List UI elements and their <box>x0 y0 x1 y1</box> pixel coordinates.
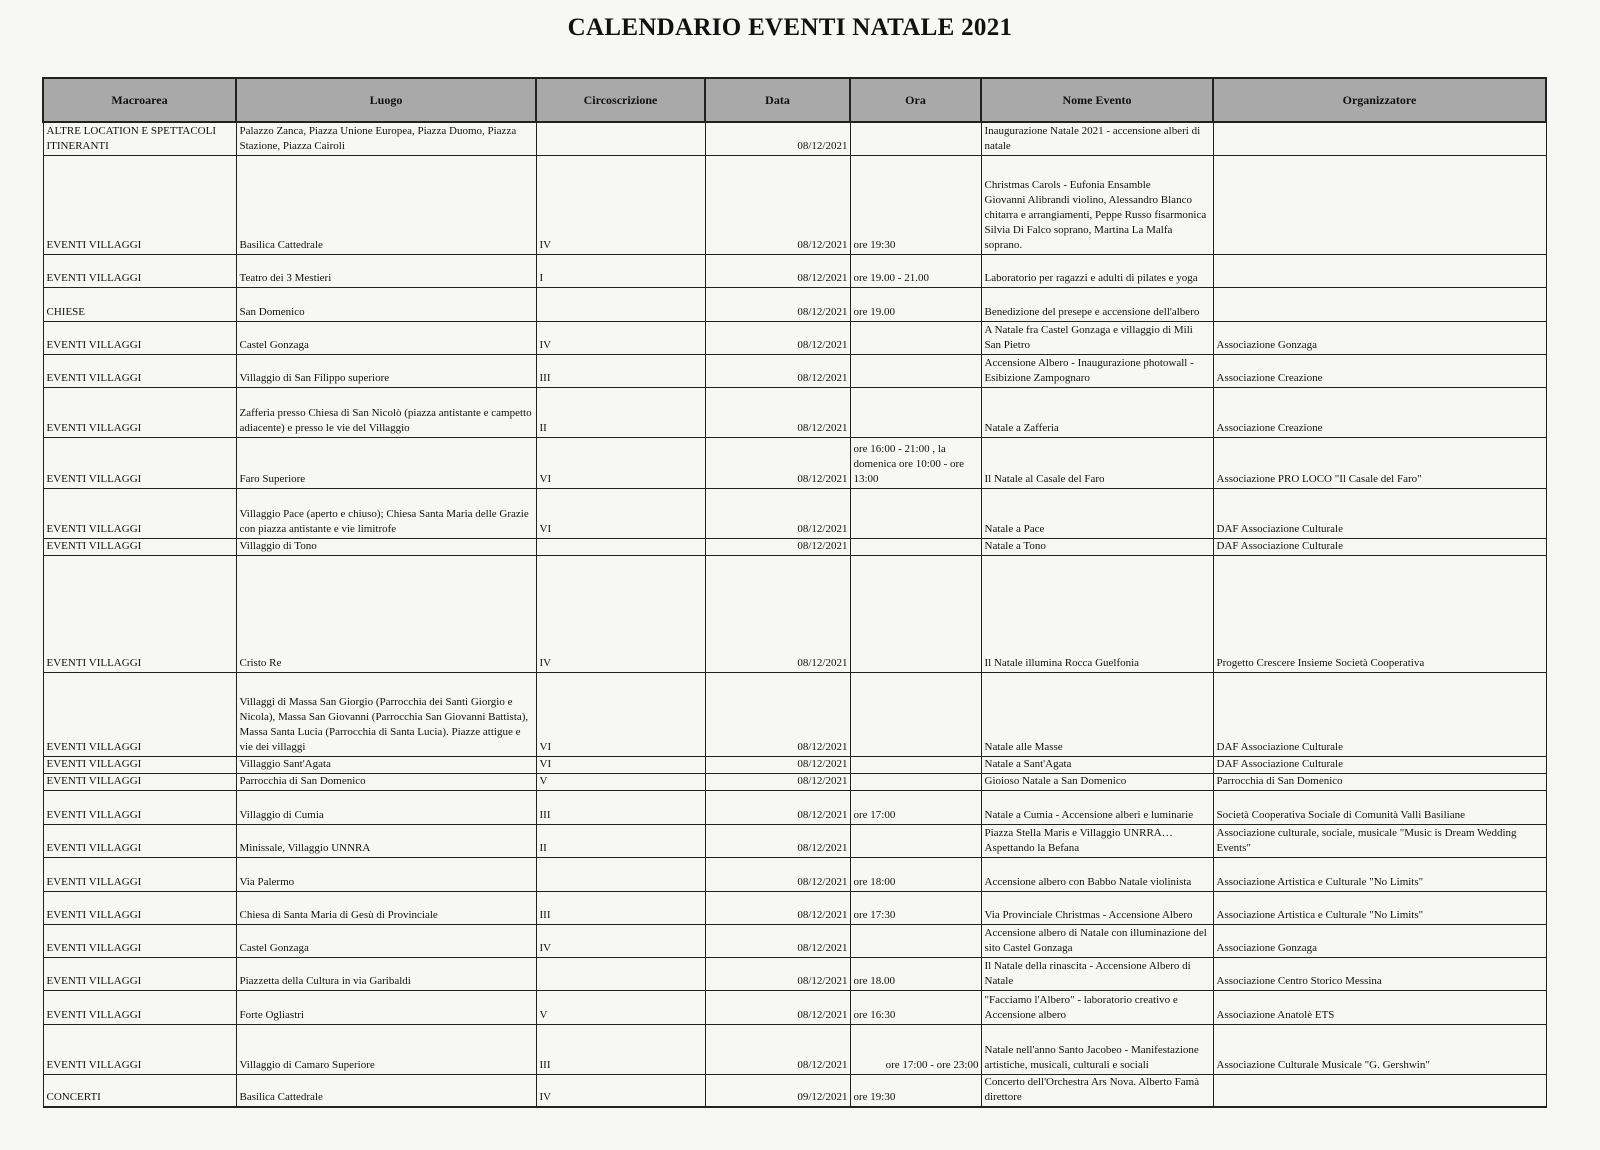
table-row <box>43 387 1546 437</box>
cell-luogo: Villaggio di Tono <box>236 538 536 555</box>
table-row <box>43 990 1546 1024</box>
column-header-data: Data <box>705 78 850 122</box>
cell-organizzatore: DAF Associazione Culturale <box>1213 756 1546 773</box>
cell-ora: ore 16:30 <box>850 990 981 1024</box>
cell-organizzatore: Associazione Creazione <box>1213 354 1546 387</box>
cell-macroarea: EVENTI VILLAGGI <box>43 555 236 672</box>
cell-organizzatore: Associazione Gonzaga <box>1213 321 1546 354</box>
cell-luogo: Castel Gonzaga <box>236 321 536 354</box>
cell-luogo: Faro Superiore <box>236 437 536 488</box>
cell-nome-evento: Concerto dell'Orchestra Ars Nova. Alberto Famà direttore <box>981 1074 1213 1107</box>
cell-macroarea: CONCERTI <box>43 1074 236 1107</box>
table-row <box>43 122 1546 155</box>
cell-circoscrizione: IV <box>536 155 705 254</box>
column-header-macroarea: Macroarea <box>43 78 236 122</box>
cell-macroarea: EVENTI VILLAGGI <box>43 155 236 254</box>
cell-data: 08/12/2021 <box>705 857 850 891</box>
cell-macroarea: EVENTI VILLAGGI <box>43 773 236 790</box>
cell-circoscrizione <box>536 287 705 321</box>
cell-nome-evento: Natale a Sant'Agata <box>981 756 1213 773</box>
cell-nome-evento: Il Natale al Casale del Faro <box>981 437 1213 488</box>
cell-ora <box>850 756 981 773</box>
column-header-ora: Ora <box>850 78 981 122</box>
cell-data: 08/12/2021 <box>705 773 850 790</box>
cell-nome-evento: Laboratorio per ragazzi e adulti di pilates e yoga <box>981 254 1213 287</box>
cell-nome-evento: Benedizione del presepe e accensione dell'albero <box>981 287 1213 321</box>
cell-ora <box>850 321 981 354</box>
cell-nome-evento: Accensione albero di Natale con illuminazione del sito Castel Gonzaga <box>981 924 1213 957</box>
cell-organizzatore <box>1213 287 1546 321</box>
table-row <box>43 773 1546 790</box>
column-header-luogo: Luogo <box>236 78 536 122</box>
cell-data: 08/12/2021 <box>705 756 850 773</box>
cell-organizzatore: Parrocchia di San Domenico <box>1213 773 1546 790</box>
cell-nome-evento: Natale a Pace <box>981 488 1213 538</box>
cell-ora: ore 17:30 <box>850 891 981 924</box>
cell-circoscrizione <box>536 857 705 891</box>
cell-organizzatore: Associazione Anatolè ETS <box>1213 990 1546 1024</box>
table-row <box>43 254 1546 287</box>
cell-macroarea: EVENTI VILLAGGI <box>43 990 236 1024</box>
table-row <box>43 857 1546 891</box>
table-row <box>43 924 1546 957</box>
table-row <box>43 672 1546 756</box>
cell-nome-evento: Piazza Stella Maris e Villaggio UNRRA… Aspettando la Befana <box>981 824 1213 857</box>
cell-macroarea: EVENTI VILLAGGI <box>43 672 236 756</box>
table-row <box>43 321 1546 354</box>
cell-data: 08/12/2021 <box>705 538 850 555</box>
cell-ora: ore 19:30 <box>850 1074 981 1107</box>
cell-organizzatore: Associazione culturale, sociale, musicale "Music is Dream Wedding Events" <box>1213 824 1546 857</box>
cell-ora: ore 19.00 <box>850 287 981 321</box>
cell-luogo: Teatro dei 3 Mestieri <box>236 254 536 287</box>
cell-nome-evento: "Facciamo l'Albero" - laboratorio creativo e Accensione albero <box>981 990 1213 1024</box>
cell-ora: ore 17:00 <box>850 790 981 824</box>
cell-organizzatore: Associazione Artistica e Culturale "No Limits" <box>1213 891 1546 924</box>
cell-macroarea: EVENTI VILLAGGI <box>43 437 236 488</box>
cell-organizzatore: Associazione Artistica e Culturale "No Limits" <box>1213 857 1546 891</box>
cell-organizzatore: Associazione Gonzaga <box>1213 924 1546 957</box>
cell-macroarea: EVENTI VILLAGGI <box>43 790 236 824</box>
column-header-nome-evento: Nome Evento <box>981 78 1213 122</box>
cell-nome-evento: Inaugurazione Natale 2021 - accensione alberi di natale <box>981 122 1213 155</box>
cell-luogo: Chiesa di Santa Maria di Gesù di Provinciale <box>236 891 536 924</box>
cell-luogo: Cristo Re <box>236 555 536 672</box>
cell-organizzatore: Associazione Centro Storico Messina <box>1213 957 1546 990</box>
cell-data: 08/12/2021 <box>705 387 850 437</box>
cell-circoscrizione: IV <box>536 321 705 354</box>
cell-macroarea: EVENTI VILLAGGI <box>43 824 236 857</box>
cell-organizzatore: DAF Associazione Culturale <box>1213 538 1546 555</box>
cell-organizzatore: Società Cooperativa Sociale di Comunità Valli Basiliane <box>1213 790 1546 824</box>
cell-macroarea: EVENTI VILLAGGI <box>43 1024 236 1074</box>
cell-circoscrizione: III <box>536 354 705 387</box>
cell-circoscrizione: II <box>536 824 705 857</box>
table-row <box>43 354 1546 387</box>
cell-circoscrizione: VI <box>536 488 705 538</box>
cell-organizzatore: Progetto Crescere Insieme Società Cooperativa <box>1213 555 1546 672</box>
cell-macroarea: EVENTI VILLAGGI <box>43 891 236 924</box>
cell-circoscrizione: IV <box>536 555 705 672</box>
cell-nome-evento: Natale a Zafferia <box>981 387 1213 437</box>
cell-data: 08/12/2021 <box>705 287 850 321</box>
cell-ora <box>850 354 981 387</box>
cell-luogo: Basilica Cattedrale <box>236 155 536 254</box>
cell-organizzatore: Associazione PRO LOCO "Il Casale del Faro" <box>1213 437 1546 488</box>
table-row <box>43 1024 1546 1074</box>
cell-macroarea: CHIESE <box>43 287 236 321</box>
table-row <box>43 538 1546 555</box>
cell-organizzatore <box>1213 254 1546 287</box>
cell-nome-evento: Il Natale illumina Rocca Guelfonia <box>981 555 1213 672</box>
cell-circoscrizione: VI <box>536 756 705 773</box>
cell-ora <box>850 538 981 555</box>
cell-data: 08/12/2021 <box>705 354 850 387</box>
cell-ora <box>850 387 981 437</box>
cell-organizzatore <box>1213 122 1546 155</box>
cell-ora <box>850 488 981 538</box>
cell-data: 08/12/2021 <box>705 790 850 824</box>
cell-luogo: Zafferia presso Chiesa di San Nicolò (piazza antistante e campetto adiacente) e presso le vie del Villaggio <box>236 387 536 437</box>
cell-circoscrizione: IV <box>536 1074 705 1107</box>
cell-macroarea: EVENTI VILLAGGI <box>43 354 236 387</box>
cell-data: 08/12/2021 <box>705 990 850 1024</box>
table-header <box>43 78 1546 122</box>
cell-data: 08/12/2021 <box>705 924 850 957</box>
cell-macroarea: EVENTI VILLAGGI <box>43 857 236 891</box>
table-row <box>43 891 1546 924</box>
table-row <box>43 1074 1546 1107</box>
cell-circoscrizione: III <box>536 1024 705 1074</box>
cell-luogo: Villaggio di San Filippo superiore <box>236 354 536 387</box>
cell-data: 08/12/2021 <box>705 155 850 254</box>
cell-luogo: Forte Ogliastri <box>236 990 536 1024</box>
cell-nome-evento: Accensione albero con Babbo Natale violinista <box>981 857 1213 891</box>
cell-ora <box>850 924 981 957</box>
cell-circoscrizione: III <box>536 790 705 824</box>
table-row <box>43 824 1546 857</box>
cell-luogo: Palazzo Zanca, Piazza Unione Europea, Piazza Duomo, Piazza Stazione, Piazza Cairoli <box>236 122 536 155</box>
cell-circoscrizione: VI <box>536 672 705 756</box>
cell-data: 08/12/2021 <box>705 824 850 857</box>
cell-data: 08/12/2021 <box>705 957 850 990</box>
cell-ora <box>850 555 981 672</box>
cell-organizzatore: Associazione Creazione <box>1213 387 1546 437</box>
header-row <box>43 78 1546 122</box>
column-header-organizzatore: Organizzatore <box>1213 78 1546 122</box>
cell-luogo: Castel Gonzaga <box>236 924 536 957</box>
cell-circoscrizione: II <box>536 387 705 437</box>
table-row <box>43 790 1546 824</box>
cell-data: 08/12/2021 <box>705 1024 850 1074</box>
cell-nome-evento: Gioioso Natale a San Domenico <box>981 773 1213 790</box>
cell-data: 08/12/2021 <box>705 122 850 155</box>
cell-data: 08/12/2021 <box>705 891 850 924</box>
cell-macroarea: EVENTI VILLAGGI <box>43 957 236 990</box>
cell-macroarea: EVENTI VILLAGGI <box>43 538 236 555</box>
cell-ora: ore 18.00 <box>850 957 981 990</box>
cell-macroarea: ALTRE LOCATION E SPETTACOLI ITINERANTI <box>43 122 236 155</box>
cell-organizzatore: DAF Associazione Culturale <box>1213 672 1546 756</box>
cell-ora: ore 19:30 <box>850 155 981 254</box>
cell-macroarea: EVENTI VILLAGGI <box>43 321 236 354</box>
cell-luogo: Villaggio Sant'Agata <box>236 756 536 773</box>
cell-data: 09/12/2021 <box>705 1074 850 1107</box>
table-row <box>43 488 1546 538</box>
cell-ora: ore 17:00 - ore 23:00 <box>850 1024 981 1074</box>
table-row <box>43 756 1546 773</box>
cell-data: 08/12/2021 <box>705 555 850 672</box>
cell-data: 08/12/2021 <box>705 437 850 488</box>
cell-nome-evento: Christmas Carols - Eufonia Ensamble Giovanni Alibrandi violino, Alessandro Blanco chitarra e arrangiamenti, Peppe Russo fisarmonica Silvia Di Falco soprano, Martina La Malfa soprano. <box>981 155 1213 254</box>
cell-circoscrizione <box>536 957 705 990</box>
cell-luogo: Minissale, Villaggio UNNRA <box>236 824 536 857</box>
cell-luogo: Via Palermo <box>236 857 536 891</box>
cell-nome-evento: A Natale fra Castel Gonzaga e villaggio di Mili San Pietro <box>981 321 1213 354</box>
column-header-circoscrizione: Circoscrizione <box>536 78 705 122</box>
cell-nome-evento: Natale alle Masse <box>981 672 1213 756</box>
cell-organizzatore: DAF Associazione Culturale <box>1213 488 1546 538</box>
cell-nome-evento: Accensione Albero - Inaugurazione photowall - Esibizione Zampognaro <box>981 354 1213 387</box>
cell-luogo: Piazzetta della Cultura in via Garibaldi <box>236 957 536 990</box>
cell-organizzatore: Associazione Culturale Musicale "G. Gershwin" <box>1213 1024 1546 1074</box>
cell-nome-evento: Natale a Cumia - Accensione alberi e luminarie <box>981 790 1213 824</box>
cell-circoscrizione: V <box>536 990 705 1024</box>
table-body <box>43 122 1546 1107</box>
cell-ora <box>850 672 981 756</box>
cell-circoscrizione <box>536 538 705 555</box>
cell-data: 08/12/2021 <box>705 321 850 354</box>
cell-organizzatore <box>1213 1074 1546 1107</box>
cell-ora: ore 16:00 - 21:00 , la domenica ore 10:00 - ore 13:00 <box>850 437 981 488</box>
cell-organizzatore <box>1213 155 1546 254</box>
cell-macroarea: EVENTI VILLAGGI <box>43 756 236 773</box>
cell-macroarea: EVENTI VILLAGGI <box>43 387 236 437</box>
cell-nome-evento: Natale nell'anno Santo Jacobeo - Manifestazione artistiche, musicali, culturali e sociali <box>981 1024 1213 1074</box>
cell-circoscrizione: IV <box>536 924 705 957</box>
cell-macroarea: EVENTI VILLAGGI <box>43 254 236 287</box>
cell-luogo: Villaggi di Massa San Giorgio (Parrocchia dei Santi Giorgio e Nicola), Massa San Giovanni (Parrocchia San Giovanni Battista), Massa Santa Lucia (Parrocchia di Santa Lucia). Piazze attigue e vie dei villaggi <box>236 672 536 756</box>
cell-circoscrizione: I <box>536 254 705 287</box>
table-row <box>43 155 1546 254</box>
cell-circoscrizione <box>536 122 705 155</box>
cell-nome-evento: Il Natale della rinascita - Accensione Albero di Natale <box>981 957 1213 990</box>
cell-circoscrizione: VI <box>536 437 705 488</box>
cell-ora <box>850 122 981 155</box>
cell-luogo: Basilica Cattedrale <box>236 1074 536 1107</box>
cell-macroarea: EVENTI VILLAGGI <box>43 924 236 957</box>
cell-luogo: Parrocchia di San Domenico <box>236 773 536 790</box>
cell-ora: ore 19.00 - 21.00 <box>850 254 981 287</box>
table-row <box>43 555 1546 672</box>
table-row <box>43 957 1546 990</box>
cell-data: 08/12/2021 <box>705 672 850 756</box>
cell-data: 08/12/2021 <box>705 254 850 287</box>
cell-macroarea: EVENTI VILLAGGI <box>43 488 236 538</box>
table-row <box>43 437 1546 488</box>
cell-ora <box>850 824 981 857</box>
table-row <box>43 287 1546 321</box>
cell-nome-evento: Via Provinciale Christmas - Accensione Albero <box>981 891 1213 924</box>
page-title: CALENDARIO EVENTI NATALE 2021 <box>567 14 1013 41</box>
cell-ora: ore 18:00 <box>850 857 981 891</box>
cell-ora <box>850 773 981 790</box>
cell-data: 08/12/2021 <box>705 488 850 538</box>
cell-nome-evento: Natale a Tono <box>981 538 1213 555</box>
cell-luogo: San Domenico <box>236 287 536 321</box>
cell-circoscrizione: V <box>536 773 705 790</box>
cell-luogo: Villaggio di Cumia <box>236 790 536 824</box>
cell-circoscrizione: III <box>536 891 705 924</box>
events-table <box>42 77 1547 1108</box>
cell-luogo: Villaggio Pace (aperto e chiuso); Chiesa Santa Maria delle Grazie con piazza antistante e vie limitrofe <box>236 488 536 538</box>
cell-luogo: Villaggio di Camaro Superiore <box>236 1024 536 1074</box>
